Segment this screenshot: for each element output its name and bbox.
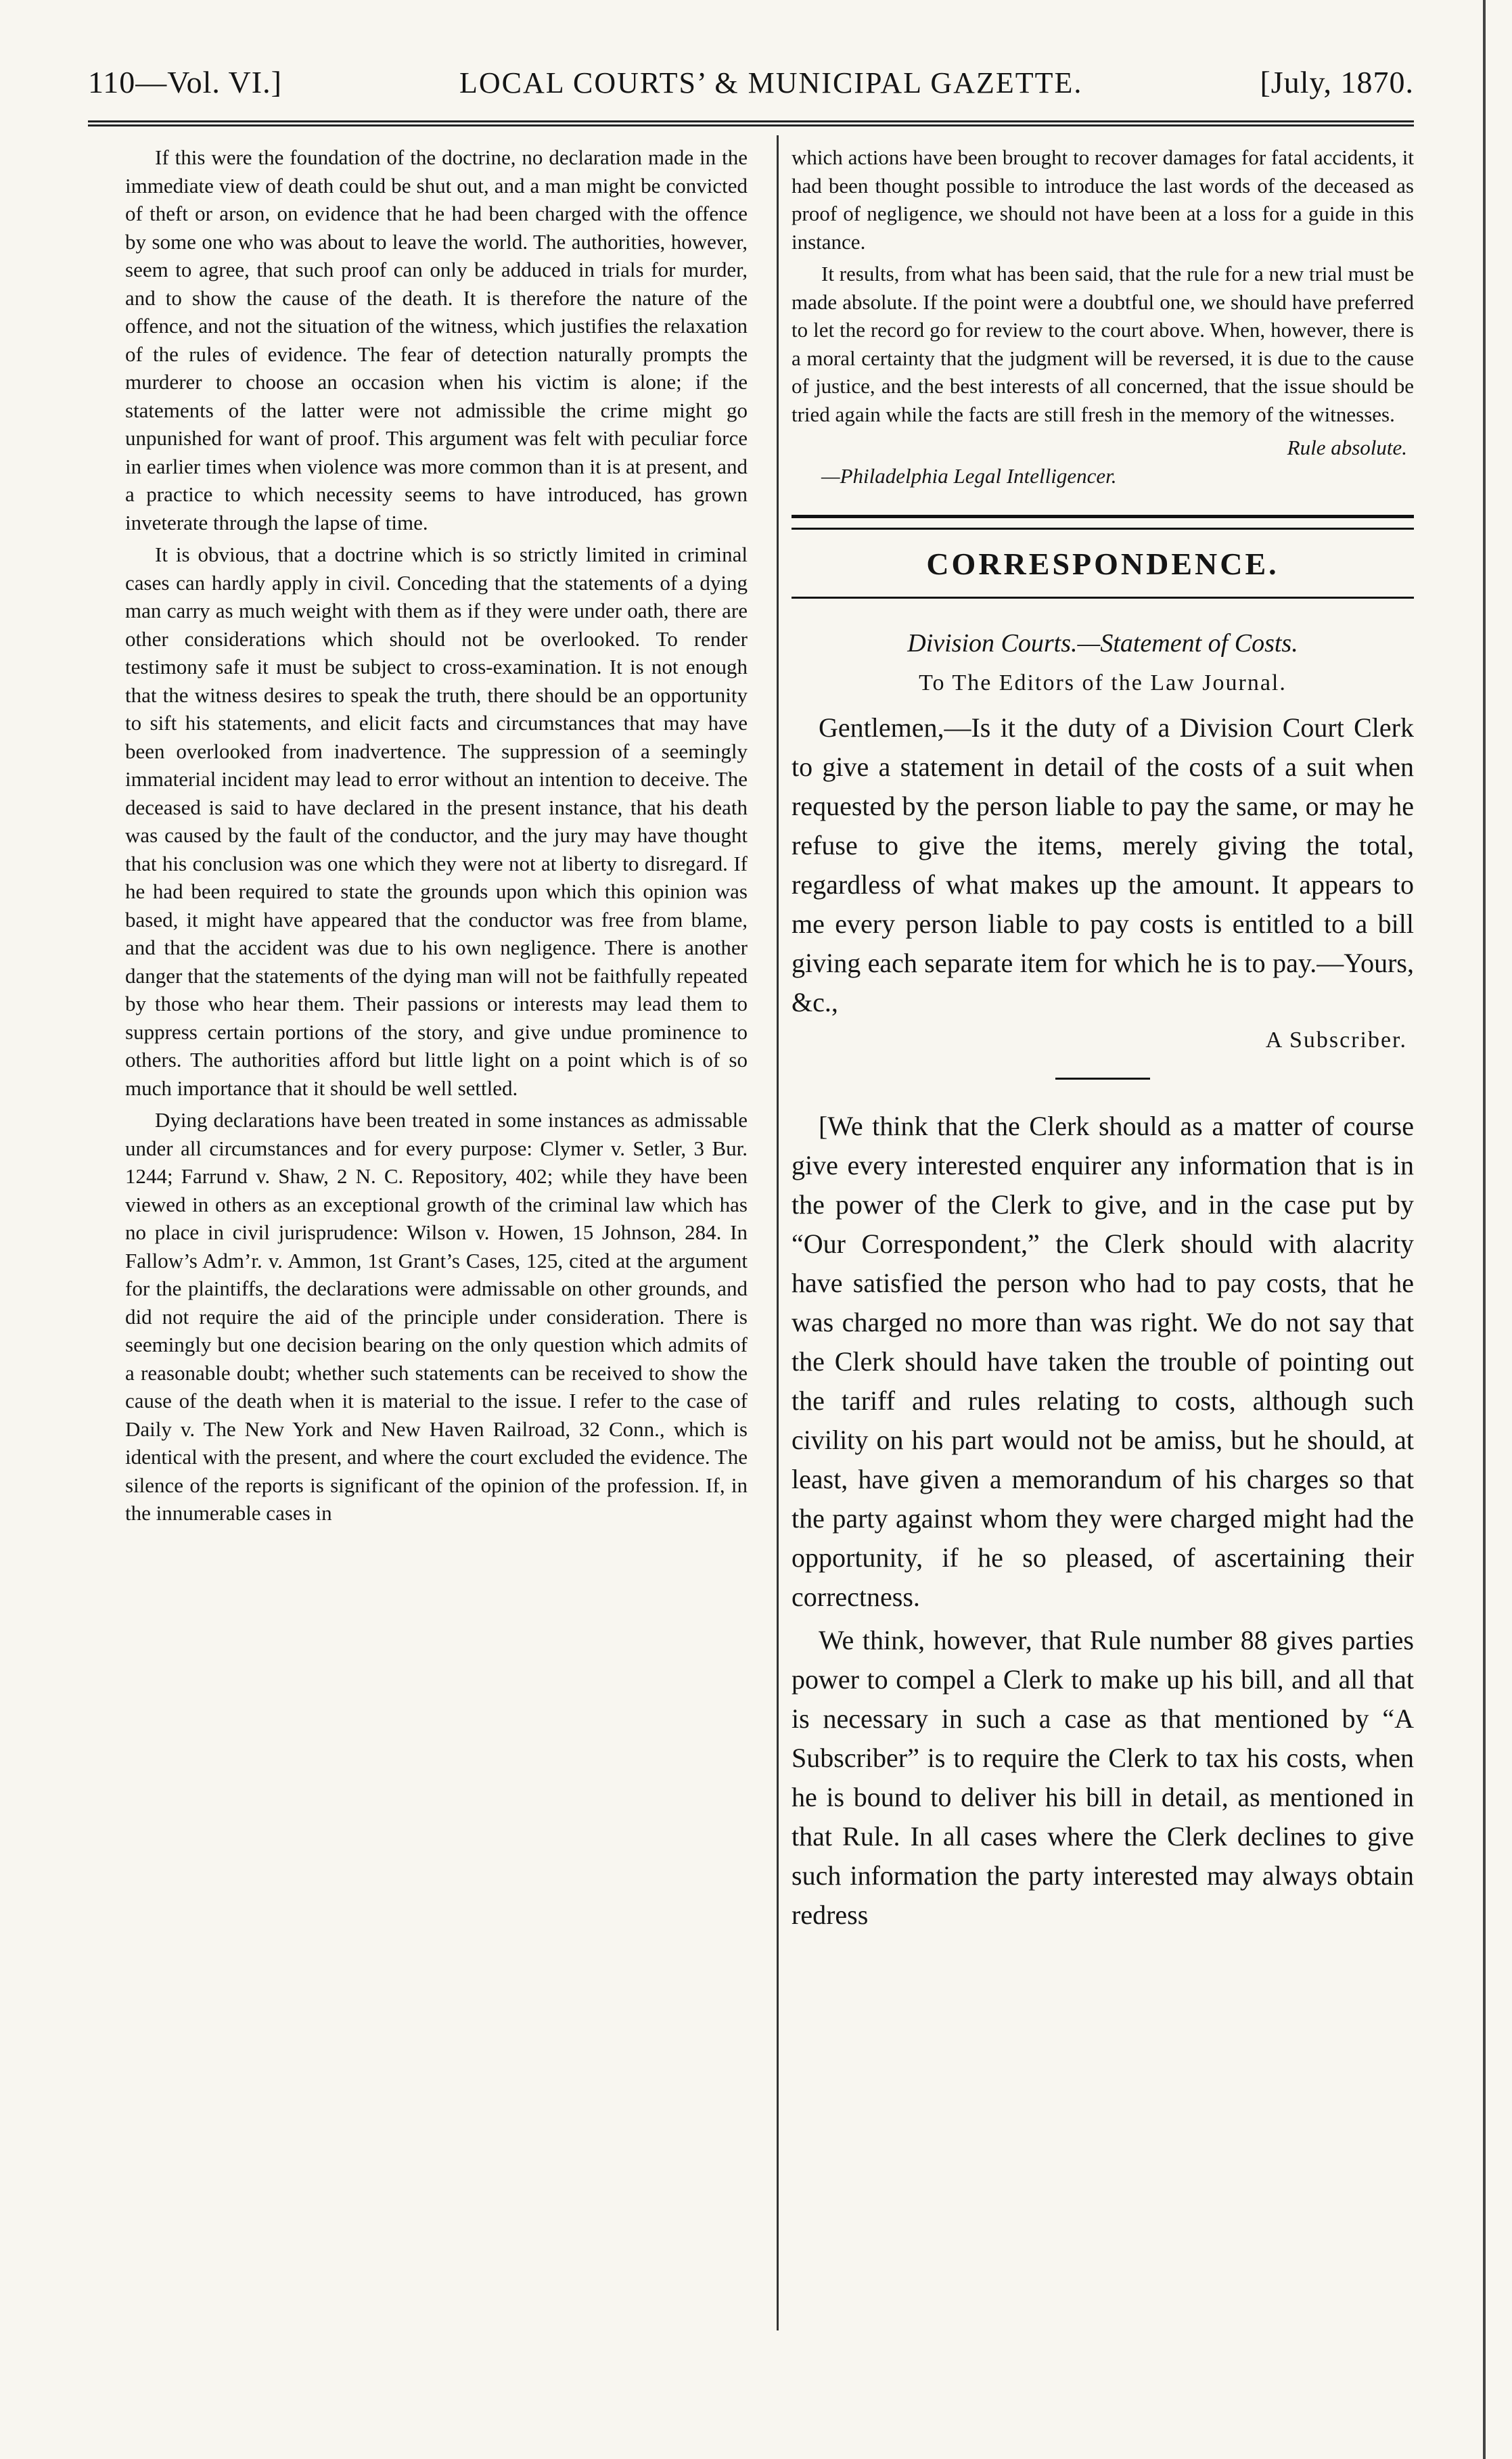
section-heading: CORRESPONDENCE. [926, 547, 1279, 581]
letter-address: To The Editors of the Law Journal. [919, 670, 1287, 695]
letter-paragraph: Gentlemen,—Is it the duty of a Division Court Clerk to give a statement in detail of the costs of a suit when requested by the person liable to pay the same, or may he refuse to give the items, merely giving the total, regardless of what makes up the amount. It appears to me every person liable to pay costs is entitled to a bill giving each separate item for which he is to pay.—Yours, &c., [792, 712, 1414, 1017]
article-paragraph: It results, from what has been said, that the rule for a new trial must be made absolute. If the point were a doubtful one, we should have preferred to let the record go for review to the court above. When, however, there is a moral certainty that the judgment will be reversed, it is due to the cause of justice, and the best interests of all concerned, that the issue should be tried again while the facts are still fresh in the memory of the witnesses. [792, 262, 1414, 426]
header-rule [88, 120, 1414, 122]
editor-reply [792, 1107, 1414, 1935]
letter-subtitle: Division Courts.—Statement of Costs. [907, 629, 1298, 658]
article-paragraph: It is obvious, that a doctrine which is so strictly limited in criminal cases can hardly apply in civil. Conceding that the statements of a dying man carry as much weight with them as if they were under oath, there are other considerations which should not be overlooked. To render testimony safe it must be subject to cross-examination. It is not enough that the witness desires to speak the truth, there should be an opportunity to sift his statements, and elicit facts and circumstances that may have been overlooked from inadvertence. The suppression of a seemingly immaterial incident may lead to error without an intention to deceive. The deceased is said to have declared in the present instance, that his death was caused by the fault of the conductor, and the jury may have thought that his conclusion was one which they were not at liberty to disregard. If he had been required to state the grounds upon which this opinion was based, it might have appeared that the conductor was free from blame, and that the accident was due to his own negligence. There is another danger that the statements of the dying man will not be faithfully repeated by those who hear them. Their passions or interests may lead them to suppress certain portions of the story, and give undue prominence to others. The authorities afford but little light on a point which is of so much importance that it should be well settled. [125, 543, 748, 1100]
rule-absolute: Rule absolute. [1287, 436, 1407, 459]
page-header [88, 64, 1414, 105]
article-paragraph: If this were the foundation of the doctrine, no declaration made in the immediate view of death could be shut out, and a man might be convicted of theft or arson, on evidence that he had been charged with the offence by some one who was about to leave the world. The authorities, however, seem to agree, that such proof can only be adduced in trials for murder, and to show the cause of the death. It is therefore the nature of the offence, and not the situation of the witness, which justifies the relaxation of the rules of evidence. The fear of detection naturally prompts the murderer to choose an occasion when his victim is alone; if the statements of the latter were not admissible the crime might go unpunished for want of proof. This argument was felt with peculiar force in earlier times when violence was more common than it is at present, and a practice to which necessity seems to have introduced, has grown inveterate through the lapse of time. [125, 145, 748, 534]
column-divider [777, 135, 779, 2330]
issue-date: [July, 1870. [1260, 65, 1414, 99]
section-rule [792, 515, 1414, 530]
letter-signature: A Subscriber. [1265, 1028, 1407, 1053]
article-paragraph: Dying declarations have been treated in some instances as admissable under all circumstances and for every purpose: Clymer v. Setler, 3 Bur. 1244; Farrund v. Shaw, 2 N. C. Repository, 402; while they have been viewed in others as an exceptional growth of the criminal law which has no place in civil jurisprudence: Wilson v. Howen, 15 Johnson, 284. In Fallow’s Adm’r. v. Ammon, 1st Grant’s Cases, 125, cited at the argument for the plaintiffs, the declarations were admissable on other grounds, and did not require the aid of the principle under consideration. There is seemingly but one decision bearing on the only question which admits of a reasonable doubt; whether such statements can be received to show the cause of the death when it is material to the issue. I refer to the case of Daily v. The New York and New Haven Railroad, 32 Conn., which is identical with the present, and where the court excluded the evidence. The silence of the reports is significant of the opinion of the profession. If, in the innumerable cases in [125, 1108, 748, 1525]
separator-rule [1055, 1078, 1150, 1080]
article-continuation [792, 143, 1414, 490]
right-column [792, 143, 1414, 1935]
heading-rule [792, 597, 1414, 599]
reply-paragraph: [We think that the Clerk should as a matter of course give every interested enquirer any information that is in the power of the Clerk to give, and in the case put by “Our Correspondent,” the Clerk should with alacrity have satisfied the person who had to pay costs, that he was charged no more than was right. We do not say that the Clerk should have taken the trouble of pointing out the tariff and rules relating to costs, although such civility on his part would not be amiss, but he should, at least, have given a memorandum of his charges so that the party against whom they were charged might had the opportunity, if he so pleased, of ascertaining their correctness. [792, 1111, 1414, 1612]
journal-title: LOCAL COURTS’ & MUNICIPAL GAZETTE. [459, 66, 1083, 99]
letter-body [792, 708, 1414, 1022]
article-paragraph: which actions have been brought to recover damages for fatal accidents, it had been thought possible to introduce the last words of the deceased as proof of negligence, we should not have been at a loss for a guide in this instance. [792, 145, 1414, 254]
reply-paragraph: We think, however, that Rule number 88 gives parties power to compel a Clerk to make up his bill, and all that is necessary in such a case as that mentioned by “A Subscriber” is to require the Clerk to tax his costs, when he is bound to deliver his bill in detail, as mentioned in that Rule. In all cases where the Clerk declines to give such information the party interested may always obtain redress [792, 1625, 1414, 1930]
page-volume: 110—Vol. VI.] [88, 65, 282, 99]
article-source: —Philadelphia Legal Intelligencer. [821, 464, 1117, 488]
left-column [125, 143, 748, 1527]
page-binding-edge [1483, 0, 1486, 2459]
